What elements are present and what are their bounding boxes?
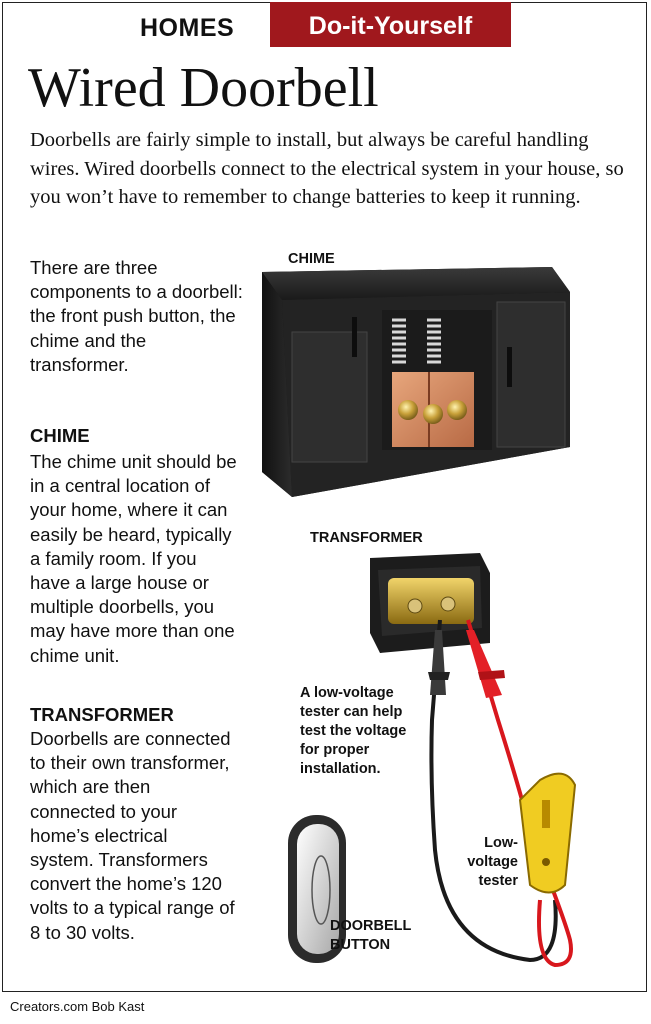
chime-illustration <box>252 262 582 502</box>
diy-badge: Do-it-Yourself <box>270 2 511 47</box>
article-title: Wired Doorbell <box>28 57 379 119</box>
intro-paragraph: Doorbells are fairly simple to install, but always be careful handling wires. Wired doorbells connect to the electrical system in your house, so you won’t have to remember to change batteries to keep it running. <box>30 129 624 208</box>
components-paragraph: There are three components to a doorbell: the front push button, the chime and the transformer. <box>30 257 243 375</box>
chime-paragraph: The chime unit should be in a central location of your home, where it can easily be heard, typically a family room. If you have a large house or multiple doorbells, you may have more than one chime unit. <box>30 451 237 666</box>
chime-label: CHIME <box>288 251 335 267</box>
transformer-paragraph: Doorbells are connected to their own transformer, which are then connected to your home’s electrical system. Transformers convert the home’s 120 volts to a typical range of 8 to 30 volts. <box>30 728 235 943</box>
chime-heading: CHIME <box>30 425 90 446</box>
credit-line: Creators.com Bob Kast <box>10 999 145 1014</box>
transformer-heading: TRANSFORMER <box>30 704 174 725</box>
tester-label: Low-voltage tester <box>467 835 518 889</box>
tester-note: A low-voltage tester can help test the voltage for proper installation. <box>300 685 407 777</box>
transformer-label: TRANSFORMER <box>310 530 423 546</box>
section-label: HOMES <box>140 14 235 42</box>
doorbell-button-label: DOORBELL BUTTON <box>330 918 412 953</box>
